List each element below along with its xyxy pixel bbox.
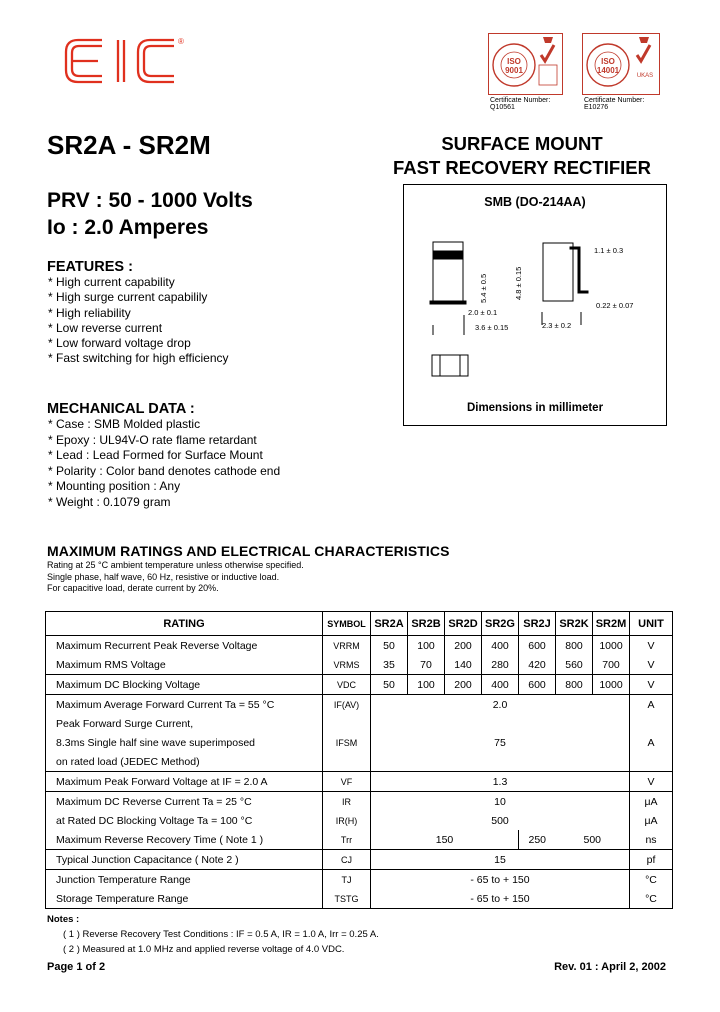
list-item: * High surge current capabilily <box>48 290 208 305</box>
ratings-note: Rating at 25 °C ambient temperature unless otherwise specified. <box>47 560 304 570</box>
rating-cell: Maximum DC Reverse Current Ta = 25 °C <box>46 792 323 812</box>
rating-cell: Peak Forward Surge Current, <box>56 717 194 730</box>
unit-cell: μA <box>630 792 673 812</box>
value-cell: 500 <box>583 833 602 846</box>
list-item: * Mounting position : Any <box>48 479 181 493</box>
rating-cell: Maximum Reverse Recovery Time ( Note 1 ) <box>56 833 264 846</box>
dimensions-caption: Dimensions in millimeter <box>466 402 604 414</box>
value-cell: 420 <box>519 655 556 675</box>
header-part: SR2K <box>556 612 593 636</box>
table-header-row <box>46 612 673 636</box>
value-cell <box>371 752 630 772</box>
note-1: ( 1 ) Reverse Recovery Test Conditions : IF = 0.5 A, IR = 1.0 A, Irr = 0.25 A. <box>63 929 379 940</box>
iso14001-seal <box>582 33 657 111</box>
unit-cell <box>630 752 673 772</box>
device-type-line1: SURFACE MOUNT <box>441 133 603 154</box>
table-row <box>46 811 673 830</box>
value-cell: 50 <box>371 636 408 656</box>
header-unit: UNIT <box>630 612 673 636</box>
symbol-cell: VRRM <box>323 636 371 656</box>
value-cell: 600 <box>519 636 556 656</box>
list-item: * Case : SMB Molded plastic <box>48 417 201 431</box>
symbol-cell: IR(H) <box>323 811 371 830</box>
header-symbol: SYMBOL <box>323 612 371 636</box>
table-row <box>46 870 673 890</box>
cert-caption: Certificate Number: Q10561 <box>490 97 551 111</box>
value-cell: - 65 to + 150 <box>371 870 630 890</box>
value-cell: 140 <box>445 655 482 675</box>
value-cell: 50 <box>371 675 408 695</box>
rating-cell: 8.3ms Single half sine wave superimposed <box>56 736 256 749</box>
mechanical-title: MECHANICAL DATA : <box>47 401 195 417</box>
dim-f: 0.22 ± 0.07 <box>596 301 634 310</box>
value-cell: 200 <box>445 675 482 695</box>
rating-cell: Maximum RMS Voltage <box>56 658 166 671</box>
table-row <box>46 655 673 675</box>
value-cell: 15 <box>371 850 630 870</box>
table-row <box>46 850 673 870</box>
table-row <box>46 830 673 850</box>
svg-text:9001: 9001 <box>505 66 523 75</box>
value-cell: 400 <box>482 636 519 656</box>
symbol-cell: TSTG <box>323 889 371 909</box>
package-name: SMB (DO-214AA) <box>484 195 586 209</box>
value-cell: 200 <box>445 636 482 656</box>
page-number: Page 1 of 2 <box>47 961 106 973</box>
value-cell: 250 <box>519 830 556 850</box>
table-row <box>46 675 673 695</box>
svg-text:ISO: ISO <box>507 57 521 66</box>
value-cell: 100 <box>408 675 445 695</box>
rating-cell: Junction Temperature Range <box>46 870 323 890</box>
value-cell: 400 <box>482 675 519 695</box>
value-cell: 800 <box>556 675 593 695</box>
header-part: SR2G <box>482 612 519 636</box>
note-2: ( 2 ) Measured at 1.0 MHz and applied reverse voltage of 4.0 VDC. <box>63 944 345 955</box>
ratings-notes <box>47 560 304 595</box>
ratings-table <box>45 611 673 909</box>
rating-cell: on rated load (JEDEC Method) <box>56 755 200 768</box>
ratings-title: MAXIMUM RATINGS AND ELECTRICAL CHARACTERISTICS <box>47 543 450 559</box>
header-part: SR2J <box>519 612 556 636</box>
dim-e: 1.1 ± 0.3 <box>594 246 624 255</box>
value-cell: - 65 to + 150 <box>371 889 630 909</box>
unit-cell: V <box>630 636 673 656</box>
unit-cell <box>630 714 673 733</box>
symbol-cell: VDC <box>323 675 371 695</box>
value-cell: 2.0 <box>371 695 630 715</box>
list-item: * High current capability <box>48 275 175 289</box>
rating-cell: Typical Junction Capacitance ( Note 2 ) <box>46 850 323 870</box>
value-cell: 280 <box>482 655 519 675</box>
unit-cell: °C <box>630 870 673 890</box>
value-cell: 700 <box>593 655 630 675</box>
unit-cell: V <box>630 675 673 695</box>
unit-cell: °C <box>630 889 673 909</box>
symbol-cell: VF <box>323 772 371 792</box>
value-cell: 10 <box>371 792 630 812</box>
header-part: SR2B <box>408 612 445 636</box>
header-rating: RATING <box>163 617 205 630</box>
dim-c: 2.0 ± 0.1 <box>468 308 498 317</box>
svg-text:ISO: ISO <box>601 57 615 66</box>
symbol-cell: IR <box>323 792 371 812</box>
rating-cell: Maximum Peak Forward Voltage at IF = 2.0 A <box>46 772 323 792</box>
list-item: * Low forward voltage drop <box>48 336 191 351</box>
list-item: * Polarity : Color band denotes cathode end <box>48 463 281 478</box>
rating-cell: Maximum Average Forward Current Ta = 55 °C <box>46 695 323 715</box>
notes-block <box>47 912 379 957</box>
unit-cell: V <box>630 772 673 792</box>
prv-rating: PRV : 50 - 1000 Volts <box>47 189 253 212</box>
unit-cell: pf <box>630 850 673 870</box>
value-cell: 1000 <box>593 636 630 656</box>
svg-text:14001: 14001 <box>596 66 620 75</box>
unit-cell: V <box>630 655 673 675</box>
table-row <box>46 772 673 792</box>
value-cell: 70 <box>408 655 445 675</box>
symbol-cell: IF(AV) <box>323 695 371 715</box>
value-cell: 1.3 <box>371 772 630 792</box>
rating-cell: Storage Temperature Range <box>56 892 189 905</box>
symbol-cell <box>323 752 371 772</box>
notes-title: Notes : <box>47 914 80 925</box>
svg-text:®: ® <box>178 37 184 46</box>
part-number-title: SR2A - SR2M <box>47 130 211 160</box>
symbol-cell: TJ <box>323 870 371 890</box>
device-type-line2: FAST RECOVERY RECTIFIER <box>392 157 651 178</box>
table-row <box>46 714 673 733</box>
symbol-cell: IFSM <box>323 733 371 752</box>
value-cell: 600 <box>519 675 556 695</box>
value-cell: 100 <box>408 636 445 656</box>
list-item: * High reliability <box>48 305 131 320</box>
table-row <box>46 752 673 772</box>
value-cell: 35 <box>371 655 408 675</box>
list-item: * Fast switching for high efficiency <box>48 351 229 366</box>
ratings-note: Single phase, half wave, 60 Hz, resistive or inductive load. <box>47 571 280 582</box>
eic-logo <box>62 32 187 90</box>
table-row <box>46 695 673 715</box>
dim-b: 4.8 ± 0.15 <box>514 266 523 300</box>
symbol-cell: CJ <box>323 850 371 870</box>
svg-text:UKAS: UKAS <box>636 73 654 79</box>
header-part: SR2A <box>371 612 408 636</box>
iso9001-seal <box>488 33 563 111</box>
revision-date: Rev. 01 : April 2, 2002 <box>554 961 666 973</box>
list-item: * Low reverse current <box>48 320 163 335</box>
value-cell: 500 <box>371 811 630 830</box>
rating-cell: Maximum DC Blocking Voltage <box>46 675 323 695</box>
header-part: SR2M <box>593 612 630 636</box>
value-cell: 800 <box>556 636 593 656</box>
rating-cell: Maximum Recurrent Peak Reverse Voltage <box>46 636 323 656</box>
symbol-cell: VRMS <box>323 655 371 675</box>
package-outline-box <box>403 184 667 426</box>
header-part: SR2D <box>445 612 482 636</box>
unit-cell: A <box>630 695 673 715</box>
dim-d: 3.6 ± 0.15 <box>475 323 509 332</box>
dim-g: 2.3 ± 0.2 <box>542 321 572 330</box>
cert-caption: Certificate Number: E10276 <box>584 97 645 111</box>
features-list <box>48 275 229 367</box>
current-rating: Io : 2.0 Amperes <box>47 216 209 239</box>
symbol-cell <box>323 714 371 733</box>
table-row <box>46 792 673 812</box>
table-row <box>46 889 673 909</box>
mechanical-list <box>48 417 280 510</box>
value-cell: 1000 <box>593 675 630 695</box>
list-item: * Epoxy : UL94V-O rate flame retardant <box>48 432 257 447</box>
value-cell <box>371 714 630 733</box>
unit-cell: μA <box>630 811 673 830</box>
rating-cell: at Rated DC Blocking Voltage Ta = 100 °C <box>56 814 253 827</box>
value-cell: 560 <box>556 655 593 675</box>
unit-cell: A <box>630 733 673 752</box>
symbol-cell: Trr <box>323 830 371 850</box>
dim-a: 5.4 ± 0.5 <box>479 273 488 303</box>
features-title: FEATURES : <box>47 259 133 275</box>
value-cell: 150 <box>371 830 519 850</box>
ratings-note: For capacitive load, derate current by 20%. <box>47 583 219 593</box>
unit-cell: ns <box>630 830 673 850</box>
table-row <box>46 636 673 656</box>
list-item: * Weight : 0.1079 gram <box>48 494 171 509</box>
table-row <box>46 733 673 752</box>
value-cell: 75 <box>371 733 630 752</box>
list-item: * Lead : Lead Formed for Surface Mount <box>48 448 263 462</box>
